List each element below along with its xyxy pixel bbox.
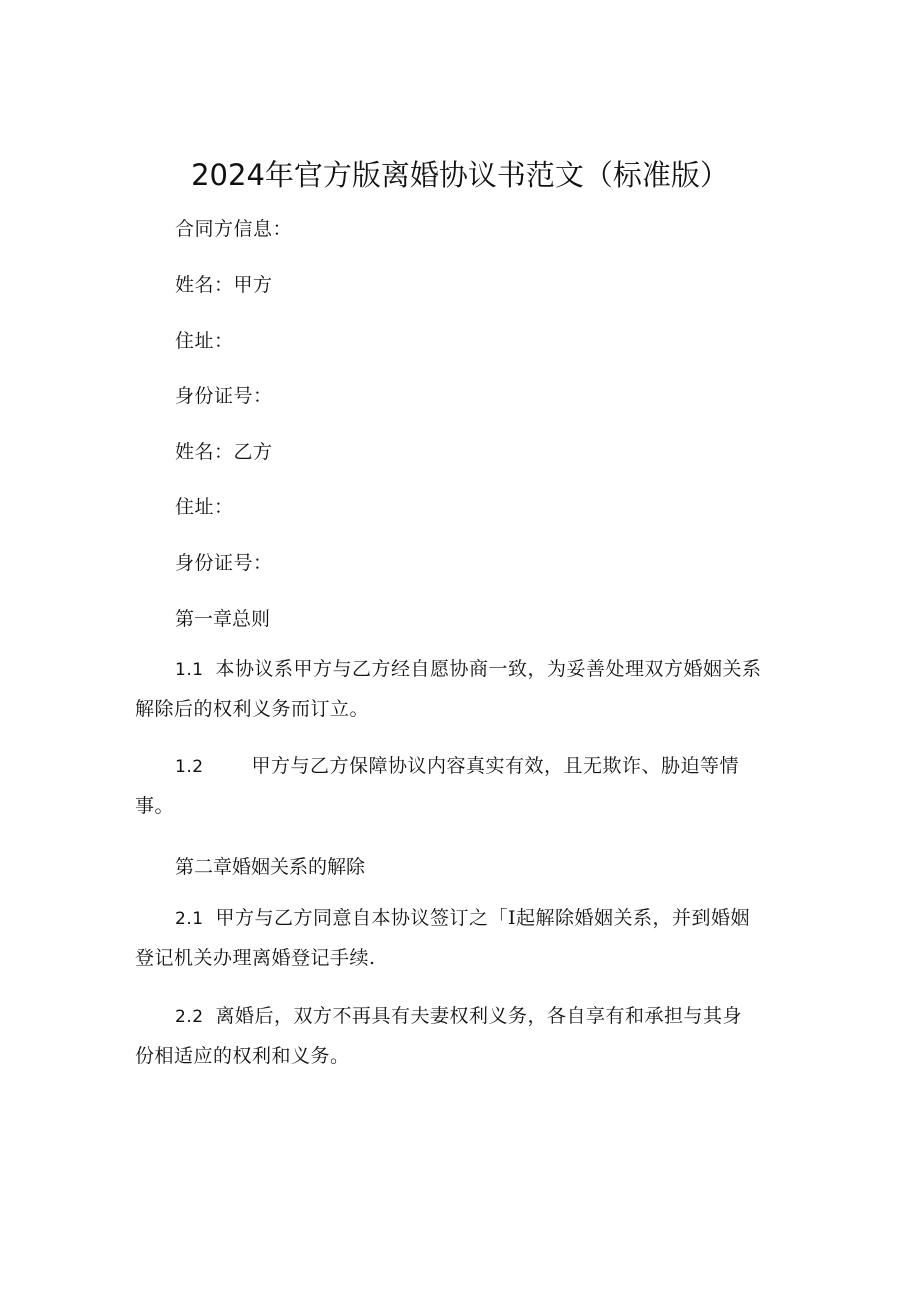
party-b-address: 住址： [175, 496, 234, 518]
clause-text-line2: 事。 [135, 795, 175, 817]
clause-1-2 [135, 747, 785, 826]
clause-text-line2: 解除后的权利义务而订立。 [135, 698, 370, 720]
chapter2-heading: 第二章婚姻关系的解除 [175, 856, 366, 878]
clause-number: 2.1 [175, 909, 204, 929]
party-a-id: 身份证号： [175, 385, 273, 407]
clause-number: 1.2 [175, 757, 204, 777]
clause-text-line2: 登记机关办理离婚登记手续. [135, 947, 376, 969]
party-a-address: 住址： [175, 330, 234, 352]
clause-text-line1: 甲方与乙方同意自本协议签订之「I起解除婚姻关系，并到婚姻 [215, 907, 751, 929]
clause-number: 1.1 [175, 660, 204, 680]
clause-text-line1: 本协议系甲方与乙方经自愿协商一致，为妥善处理双方婚姻关系 [215, 658, 762, 680]
party-b-name: 姓名：乙方 [175, 441, 273, 463]
chapter1-heading: 第一章总则 [175, 608, 271, 630]
clause-number: 2.2 [175, 1007, 204, 1027]
clause-text-line1: 甲方与乙方保障协议内容真实有效，且无欺诈、胁迫等情 [251, 755, 740, 777]
clause-text-line1: 离婚后，双方不再具有夫妻权利义务，各自享有和承担与其身 [215, 1005, 743, 1027]
clause-2-1 [135, 899, 785, 978]
clause-text-line2: 份相适应的权利和义务。 [135, 1045, 350, 1067]
party-info-label: 合同方信息： [175, 218, 293, 240]
clause-1-1 [135, 650, 785, 729]
party-b-id: 身份证号： [175, 552, 273, 574]
party-a-name: 姓名：甲方 [175, 274, 273, 296]
clause-2-2 [135, 997, 785, 1076]
document-title: 2024年官方版离婚协议书范文（标准版） [191, 158, 729, 192]
